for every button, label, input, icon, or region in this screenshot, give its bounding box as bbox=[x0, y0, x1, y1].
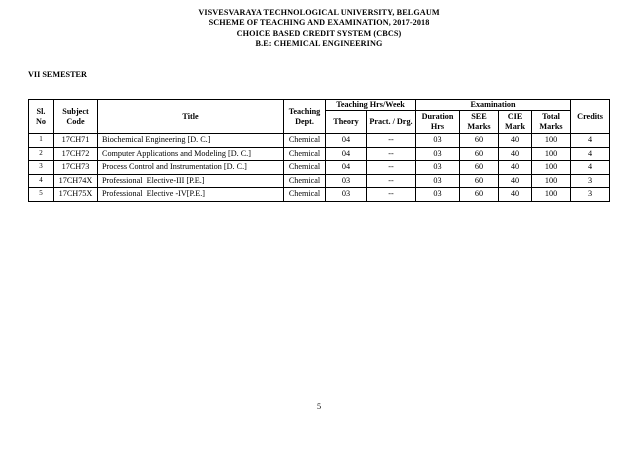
cell-total: 100 bbox=[532, 174, 571, 188]
cell-theory: 04 bbox=[326, 147, 367, 161]
col-header-credits: Credits bbox=[571, 100, 610, 134]
cell-dept: Chemical bbox=[284, 147, 326, 161]
cell-theory: 03 bbox=[326, 188, 367, 202]
cell-credits: 3 bbox=[571, 174, 610, 188]
cell-pract: -- bbox=[367, 134, 416, 148]
col-header-pract: Pract. / Drg. bbox=[367, 111, 416, 134]
cell-pract: -- bbox=[367, 147, 416, 161]
cell-credits: 4 bbox=[571, 147, 610, 161]
cell-total: 100 bbox=[532, 188, 571, 202]
cell-title: Process Control and Instrumentation [D. C.] bbox=[98, 161, 284, 175]
col-header-subject-code: Subject Code bbox=[54, 100, 98, 134]
semester-label: VII SEMESTER bbox=[28, 70, 87, 79]
cell-credits: 4 bbox=[571, 134, 610, 148]
table-row bbox=[29, 134, 610, 148]
cell-duration: 03 bbox=[416, 134, 460, 148]
cell-total: 100 bbox=[532, 161, 571, 175]
cell-credits: 4 bbox=[571, 161, 610, 175]
cell-credits: 3 bbox=[571, 188, 610, 202]
col-header-duration: Duration Hrs bbox=[416, 111, 460, 134]
cell-pract: -- bbox=[367, 188, 416, 202]
cell-cie: 40 bbox=[499, 161, 532, 175]
cbcs-title: CHOICE BASED CREDIT SYSTEM (CBCS) bbox=[236, 28, 402, 38]
col-header-title: Title bbox=[98, 100, 284, 134]
cell-pract: -- bbox=[367, 174, 416, 188]
col-header-total: Total Marks bbox=[532, 111, 571, 134]
document-header bbox=[0, 8, 638, 50]
cell-title: Professional Elective-III [P.E.] bbox=[98, 174, 284, 188]
cell-code: 17CH72 bbox=[54, 147, 98, 161]
table-row bbox=[29, 147, 610, 161]
cell-code: 17CH74X bbox=[54, 174, 98, 188]
cell-cie: 40 bbox=[499, 147, 532, 161]
cell-sl: 4 bbox=[29, 174, 54, 188]
cell-code: 17CH73 bbox=[54, 161, 98, 175]
cell-sl: 2 bbox=[29, 147, 54, 161]
col-header-sl: Sl. No bbox=[29, 100, 54, 134]
cell-theory: 04 bbox=[326, 161, 367, 175]
cell-duration: 03 bbox=[416, 174, 460, 188]
cell-title: Biochemical Engineering [D. C.] bbox=[98, 134, 284, 148]
cell-pract: -- bbox=[367, 161, 416, 175]
col-header-teaching-dept: Teaching Dept. bbox=[284, 100, 326, 134]
cell-duration: 03 bbox=[416, 188, 460, 202]
cell-total: 100 bbox=[532, 134, 571, 148]
cell-see: 60 bbox=[460, 134, 499, 148]
table-row bbox=[29, 174, 610, 188]
scheme-table bbox=[28, 99, 610, 202]
cell-cie: 40 bbox=[499, 134, 532, 148]
cell-dept: Chemical bbox=[284, 134, 326, 148]
cell-see: 60 bbox=[460, 174, 499, 188]
branch-title: B.E: CHEMICAL ENGINEERING bbox=[255, 39, 383, 49]
col-header-teaching-hrs: Teaching Hrs/Week bbox=[326, 100, 416, 111]
cell-code: 17CH71 bbox=[54, 134, 98, 148]
cell-theory: 03 bbox=[326, 174, 367, 188]
cell-title: Computer Applications and Modeling [D. C.] bbox=[98, 147, 284, 161]
cell-dept: Chemical bbox=[284, 174, 326, 188]
cell-title: Professional Elective -IV[P.E.] bbox=[98, 188, 284, 202]
header-row-1 bbox=[29, 100, 610, 111]
cell-cie: 40 bbox=[499, 188, 532, 202]
page-number: 5 bbox=[316, 402, 322, 411]
cell-see: 60 bbox=[460, 188, 499, 202]
table-row bbox=[29, 161, 610, 175]
cell-duration: 03 bbox=[416, 147, 460, 161]
cell-see: 60 bbox=[460, 161, 499, 175]
cell-sl: 5 bbox=[29, 188, 54, 202]
cell-sl: 1 bbox=[29, 134, 54, 148]
cell-see: 60 bbox=[460, 147, 499, 161]
cell-code: 17CH75X bbox=[54, 188, 98, 202]
col-header-see: SEE Marks bbox=[460, 111, 499, 134]
col-header-theory: Theory bbox=[326, 111, 367, 134]
cell-duration: 03 bbox=[416, 161, 460, 175]
cell-theory: 04 bbox=[326, 134, 367, 148]
university-name: VISVESVARAYA TECHNOLOGICAL UNIVERSITY, BELGAUM bbox=[198, 8, 440, 17]
cell-total: 100 bbox=[532, 147, 571, 161]
cell-dept: Chemical bbox=[284, 188, 326, 202]
cell-cie: 40 bbox=[499, 174, 532, 188]
cell-dept: Chemical bbox=[284, 161, 326, 175]
table-row bbox=[29, 188, 610, 202]
cell-sl: 3 bbox=[29, 161, 54, 175]
col-header-examination: Examination bbox=[416, 100, 571, 111]
col-header-cie: CIE Mark bbox=[499, 111, 532, 134]
scheme-title: SCHEME OF TEACHING AND EXAMINATION, 2017-2018 bbox=[208, 18, 430, 28]
